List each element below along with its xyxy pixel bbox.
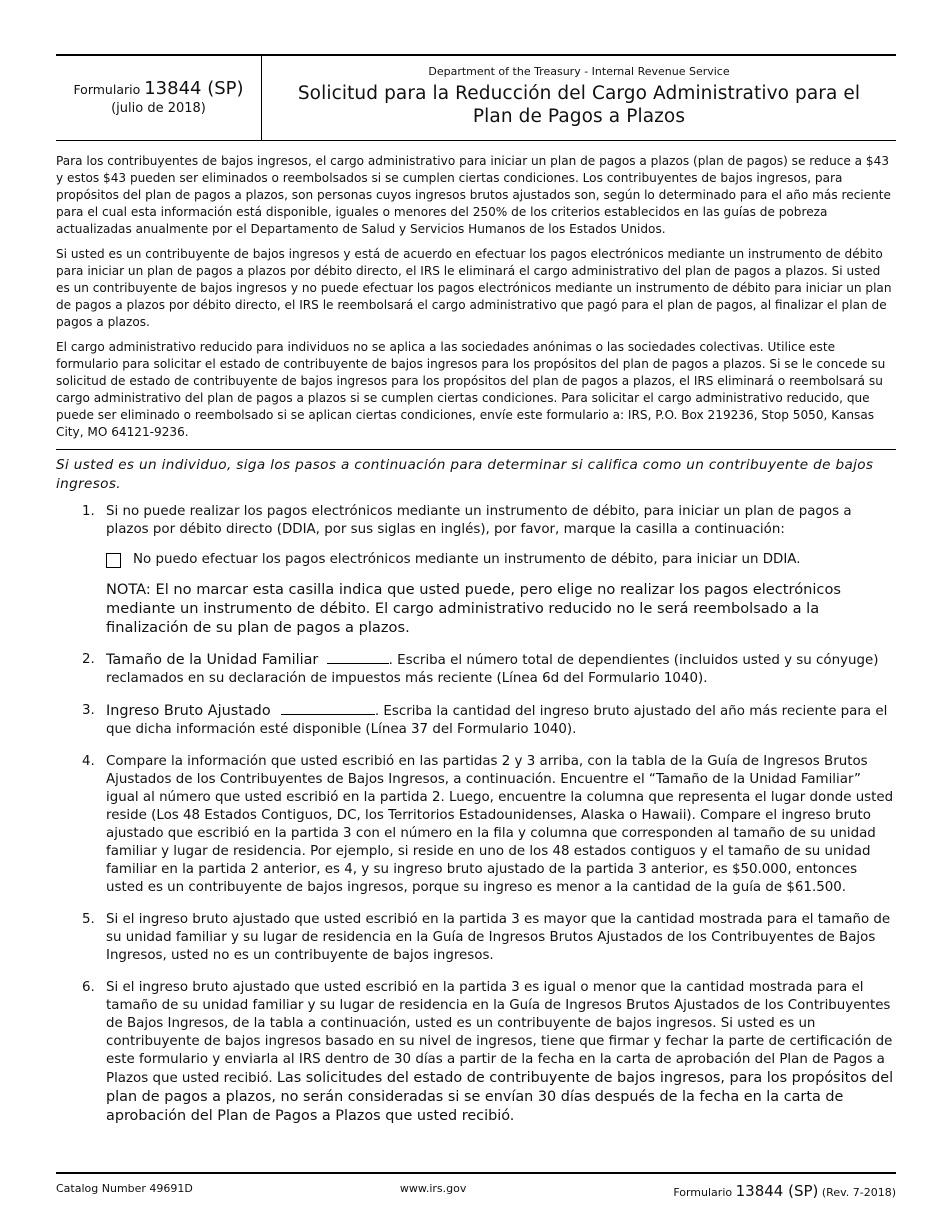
form-page (56, 54, 896, 1140)
step-1-note: NOTA: El no marcar esta casilla indica que usted puede, pero elige no realizar los pagos electrónicos mediante un instrumento de débito. El cargo administrativo reducido no le será reembolsado a la finalización de su plan de pagos a plazos. (106, 581, 841, 636)
intro-text (56, 153, 896, 441)
ddia-checkbox-row[interactable] (106, 551, 896, 569)
form-prefix: Formulario (73, 82, 141, 97)
step-5: 5. Si el ingreso bruto ajustado que usted escribió en la partida 3 es mayor que la cantidad mostrada para el tamaño de su unidad familiar y su lugar de residencia en la Guía de Ingresos Brutos Ajustados de los Contribuyentes de Bajos Ingresos, usted no es un contribuyente de bajos ingresos. (82, 912, 891, 963)
form-id-box (56, 56, 262, 140)
household-size-field[interactable] (327, 651, 389, 664)
agency-name: Department of the Treasury - Internal Revenue Service (428, 65, 730, 78)
ddia-checkbox[interactable] (106, 553, 121, 568)
step-6: 6. Si el ingreso bruto ajustado que usted escribió en la partida 3 es igual o menor que la cantidad mostrada para el tamaño de su unidad familiar y su lugar de residencia en la Guía de Ingresos Brutos Ajustados de los Contribuyentes de Bajos Ingresos, de la tabla a continuación, usted es un contribuyente de bajos ingresos. Si usted es un contribuyente de bajos ingresos basado en su nivel de ingresos, tiene que firmar y fechar la parte de certificación de este formulario y enviarla al IRS dentro de 30 días a partir de la fecha en la carta de aprobación del Plan de Pagos a Plazos que usted recibió. Las solicitudes del estado de contribuyente de bajos ingresos, para los propósitos del plan de pagos a plazos, no serán consideradas si se envían 30 días después de la fecha en la carta de aprobación del Plan de Pagos a Plazos que usted recibió. (82, 980, 894, 1124)
form-footer (56, 1172, 896, 1200)
footer-form-id: Formulario 13844 (SP) (Rev. 7-2018) (673, 1182, 896, 1200)
household-size-label: Tamaño de la Unidad Familiar (106, 652, 319, 668)
website: www.irs.gov (399, 1182, 467, 1195)
divider (56, 449, 896, 450)
form-number: 13844 (SP) (144, 78, 244, 99)
ddia-checkbox-label: No puedo efectuar los pagos electrónicos mediante un instrumento de débito, para iniciar un DDIA. (133, 552, 801, 567)
step-1: 1. Si no puede realizar los pagos electrónicos mediante un instrumento de débito, para iniciar un plan de pagos a plazos por débito directo (DDIA, por sus siglas en inglés), por favor, marque la casilla a continuación: No puedo efectuar los pagos electrónicos mediante un instrumento de débito, para iniciar un DDIA. NOTA: El no marcar esta casilla indica que usted puede, pero elige no realizar los pagos electrónicos mediante un instrumento de débito. El cargo administrativo reducido no le será reembolsado a la finalización de su plan de pagos a plazos. (56, 503, 896, 637)
step-4: 4. Compare la información que usted escribió en las partidas 2 y 3 arriba, con la tabla de la Guía de Ingresos Brutos Ajustados de los Contribuyentes de Bajos Ingresos, a continuación. Encuentre el “Tamaño de la Unidad Familiar” igual al número que usted escribió en la partida 2. Luego, encuentre la columna que representa el lugar donde usted reside (Los 48 Estados Contiguos, DC, los Territorios Estadounidenses, Alaska o Hawaii). Compare el ingreso bruto ajustado que escribió en la partida 3 con el número en la fila y columna que corresponden al tamaño de su unidad familiar y lugar de residencia. Por ejemplo, si reside en uno de los 48 estados contiguos y el tamaño de su unidad familiar en la partida 2 anterior, es 4, y su ingreso bruto ajustado de la partida 3 anterior, es $50.000, entonces usted es un contribuyente de bajos ingresos, porque su ingreso es menor a la cantidad de la guía de $61.500. (82, 754, 894, 895)
intro-paragraph: Para los contribuyentes de bajos ingresos, el cargo administrativo para iniciar un plan de pagos a plazos (plan de pagos) se reduce a $43 y estos $43 pueden ser eliminados o reembolsados si se cumplen ciertas condiciones. Los contribuyentes de bajos ingresos, para propósitos del plan de pagos a plazos, son personas cuyos ingresos brutos ajustados son, según lo determinado para el año más reciente para el cual esta información está disponible, iguales o menores del 250% de los criterios establecidos en las guías de pobreza actualizadas anualmente por el Departamento de Salud y Servicios Humanos de los Estados Unidos. (56, 154, 891, 236)
step-6-deadline-note: Las solicitudes del estado de contribuyente de bajos ingresos, para los propósitos del plan de pagos a plazos, no serán consideradas si se envían 30 días después de la fecha en la carta de aprobación del Plan de Pagos a Plazos que usted recibió. (106, 1070, 894, 1124)
agi-field[interactable] (281, 702, 375, 715)
catalog-number: Catalog Number 49691D (56, 1182, 193, 1195)
qualify-heading: Si usted es un individuo, siga los pasos a continuación para determinar si califica como un contribuyente de bajos ingresos. (56, 457, 874, 492)
intro-paragraph: El cargo administrativo reducido para individuos no se aplica a las sociedades anónimas o las sociedades colectivas. Utilice este formulario para solicitar el estado de contribuyente de bajos ingresos para los propósitos del plan de pagos a plazos. Si se le concede su solicitud de estado de contribuyente de bajos ingresos para los propósitos del plan de pagos a plazos, el IRS eliminará o reembolsará su cargo administrativo del plan de pagos a plazos si se cumplen ciertas condiciones. Para solicitar el cargo administrativo reducido, que puede ser eliminado o reembolsado si se aplican ciertas condiciones, envíe este formulario a: IRS, P.O. Box 219236, Stop 5050, Kansas City, MO 64121-9236. (56, 340, 886, 439)
form-date: (julio de 2018) (111, 101, 206, 116)
step-2: 2. Tamaño de la Unidad Familiar . Escriba el número total de dependientes (incluidos usted y su cónyuge) reclamados en su declaración de impuestos más reciente (Línea 6d del Formulario 1040). (82, 652, 879, 686)
steps-list (56, 503, 896, 1126)
form-title: Solicitud para la Reducción del Cargo Administrativo para el Plan de Pagos a Plazos (297, 83, 861, 127)
step-3: 3. Ingreso Bruto Ajustado . Escriba la cantidad del ingreso bruto ajustado del año más reciente para el que dicha información esté disponible (Línea 37 del Formulario 1040). (82, 703, 888, 737)
form-header (56, 54, 896, 141)
agi-label: Ingreso Bruto Ajustado (106, 703, 271, 719)
intro-paragraph: Si usted es un contribuyente de bajos ingresos y está de acuerdo en efectuar los pagos electrónicos mediante un instrumento de débito para iniciar un plan de pagos a plazos por débito directo, el IRS le eliminará el cargo administrativo del plan de pagos a plazos. Si usted es un contribuyente de bajos ingresos y no puede efectuar los pagos electrónicos mediante un instrumento de débito para iniciar un plan de pagos a plazos por débito directo, el IRS le reembolsará el cargo administrativo que pagó para el plan de pagos, al finalizar el plan de pagos a plazos. (56, 247, 892, 329)
title-box (262, 56, 896, 140)
